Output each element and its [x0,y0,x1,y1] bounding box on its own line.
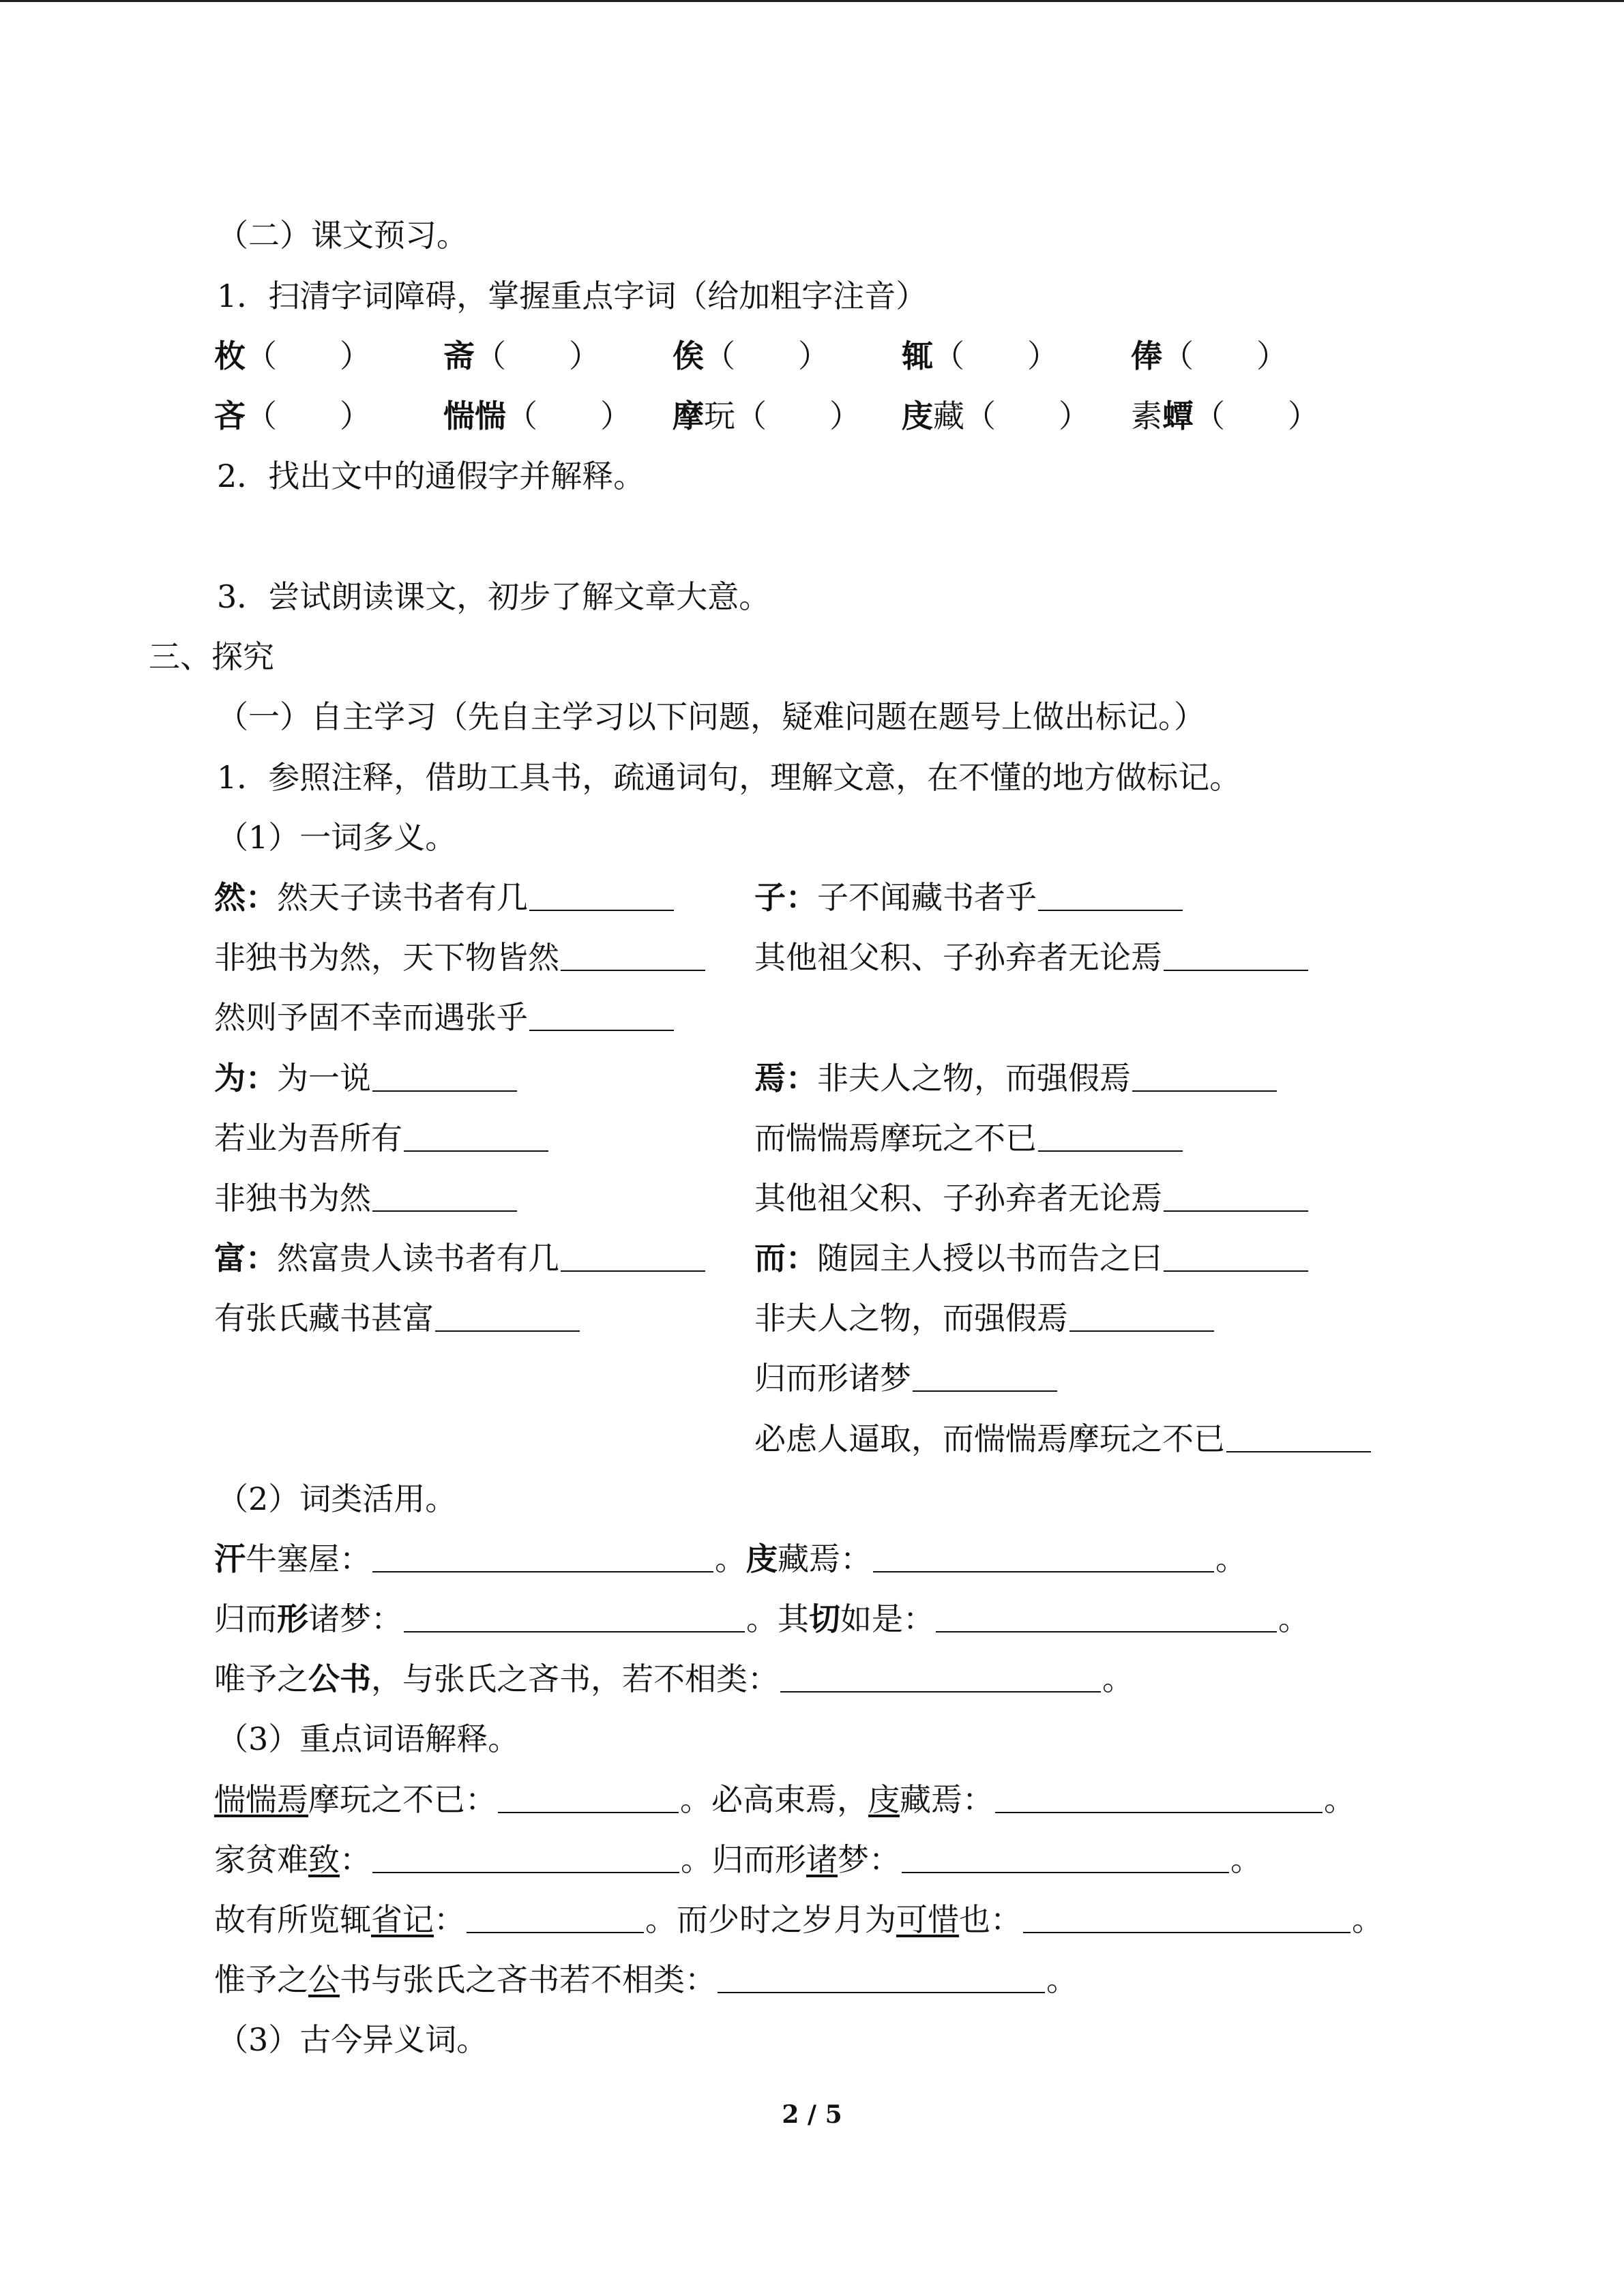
answer-blank[interactable] [561,938,705,971]
self-study-heading: （一）自主学习（先自主学习以下问题，疑难问题在题号上做出标记。） [217,698,1205,735]
answer-blank[interactable] [1069,1299,1214,1332]
polysemy-fu-1: 富：然富贵人读书者有几 [214,1238,707,1279]
zhongdian-heading: （3）重点词语解释。 [217,1720,520,1757]
answer-blank[interactable] [435,1299,580,1332]
answer-blank[interactable] [995,1780,1323,1813]
answer-blank[interactable] [873,1540,1214,1572]
polysemy-yan-3: 其他祖父积、子孙弃者无论焉 [754,1178,1310,1219]
polysemy-er-1: 而：随园主人授以书而告之曰 [754,1238,1310,1279]
pinyin-item: 辄（ ） [902,338,1059,374]
section-heading-preview: （二）课文预习。 [217,217,468,254]
answer-blank[interactable] [780,1660,1101,1693]
answer-blank[interactable] [936,1600,1277,1632]
pinyin-item: 吝（ ） [214,398,371,434]
answer-blank[interactable] [913,1359,1057,1392]
answer-blank[interactable] [1038,1119,1183,1152]
cilei-row-3: 唯予之公书，与张氏之吝书，若不相类： 。 [214,1660,1134,1697]
zhongdian-row-4: 惟予之公书与张氏之吝书若不相类： 。 [214,1961,1078,1998]
answer-blank[interactable] [1226,1420,1371,1452]
answer-blank[interactable] [404,1119,548,1152]
section-heading-explore: 三、探究 [149,638,274,675]
answer-blank[interactable] [372,1179,517,1212]
answer-blank[interactable] [1164,1179,1308,1212]
pinyin-item: 斋（ ） [443,338,600,374]
polysemy-zi-1: 子：子不闻藏书者乎 [754,877,1184,918]
polysemy-zi-2: 其他祖父积、子孙弃者无论焉 [754,937,1310,978]
polysemy-yan-1: 焉：非夫人之物，而强假焉 [754,1058,1278,1099]
answer-blank[interactable] [372,1540,713,1572]
answer-blank[interactable] [467,1900,644,1933]
polysemy-heading: （1）一词多义。 [217,819,457,856]
answer-blank[interactable] [372,1840,679,1873]
answer-blank[interactable] [1023,1900,1350,1933]
zhongdian-row-1: 惴惴焉摩玩之不已： 。必高束焉，庋藏焉： 。 [214,1781,1355,1818]
page-number: 2 / 5 [782,2100,842,2129]
polysemy-er-4: 必虑人逼取，而惴惴焉摩玩之不已 [754,1418,1372,1459]
polysemy-wei-1: 为：为一说 [214,1058,518,1099]
answer-blank[interactable] [718,1960,1045,1993]
question-2: 2．找出文中的通假字并解释。 [217,458,645,494]
cilei-heading: （2）词类活用。 [217,1480,457,1517]
pinyin-item: 素蟫（ ） [1131,398,1319,434]
answer-blank[interactable] [1164,1239,1308,1272]
cilei-row-1: 汗牛塞屋： 。庋藏焉： 。 [214,1540,1247,1577]
polysemy-yan-2: 而惴惴焉摩玩之不已 [754,1118,1184,1159]
answer-blank[interactable] [1038,878,1183,911]
top-border [0,0,1624,2]
answer-blank[interactable] [902,1840,1229,1873]
polysemy-er-3: 归而形诸梦 [754,1358,1059,1399]
pinyin-item: 俟（ ） [673,338,829,374]
pinyin-item: 枚（ ） [214,338,371,374]
pinyin-item: 摩玩（ ） [673,398,861,434]
answer-blank[interactable] [561,1239,705,1272]
polysemy-wei-3: 非独书为然 [214,1178,518,1219]
question-1: 1．扫清字词障碍，掌握重点字词（给加粗字注音） [217,278,928,314]
polysemy-ran-2: 非独书为然，天下物皆然 [214,937,707,978]
polysemy-ran-3: 然则予固不幸而遇张乎 [214,997,675,1038]
cilei-row-2: 归而形诸梦： 。其切如是： 。 [214,1600,1310,1637]
answer-blank[interactable] [529,878,674,911]
pinyin-item: 惴惴（ ） [443,398,632,434]
polysemy-wei-2: 若业为吾所有 [214,1118,550,1159]
answer-blank[interactable] [529,998,674,1031]
self-study-q1: 1．参照注释，借助工具书，疏通词句，理解文意，在不懂的地方做标记。 [217,759,1241,796]
question-3: 3．尝试朗读课文，初步了解文章大意。 [217,578,771,615]
answer-blank[interactable] [498,1780,679,1813]
polysemy-ran-1: 然：然天子读书者有几 [214,877,675,918]
pinyin-item: 庋藏（ ） [902,398,1090,434]
pinyin-item: 俸（ ） [1131,338,1288,374]
polysemy-er-2: 非夫人之物，而强假焉 [754,1298,1215,1339]
answer-blank[interactable] [404,1600,745,1632]
polysemy-fu-2: 有张氏藏书甚富 [214,1298,581,1339]
answer-blank[interactable] [372,1059,517,1092]
gujin-heading: （3）古今异义词。 [217,2021,488,2058]
answer-blank[interactable] [1164,938,1308,971]
answer-blank[interactable] [1132,1059,1277,1092]
zhongdian-row-3: 故有所览辄省记： 。而少时之岁月为可惜也： 。 [214,1901,1383,1938]
zhongdian-row-2: 家贫难致： 。归而形诸梦： 。 [214,1841,1262,1878]
